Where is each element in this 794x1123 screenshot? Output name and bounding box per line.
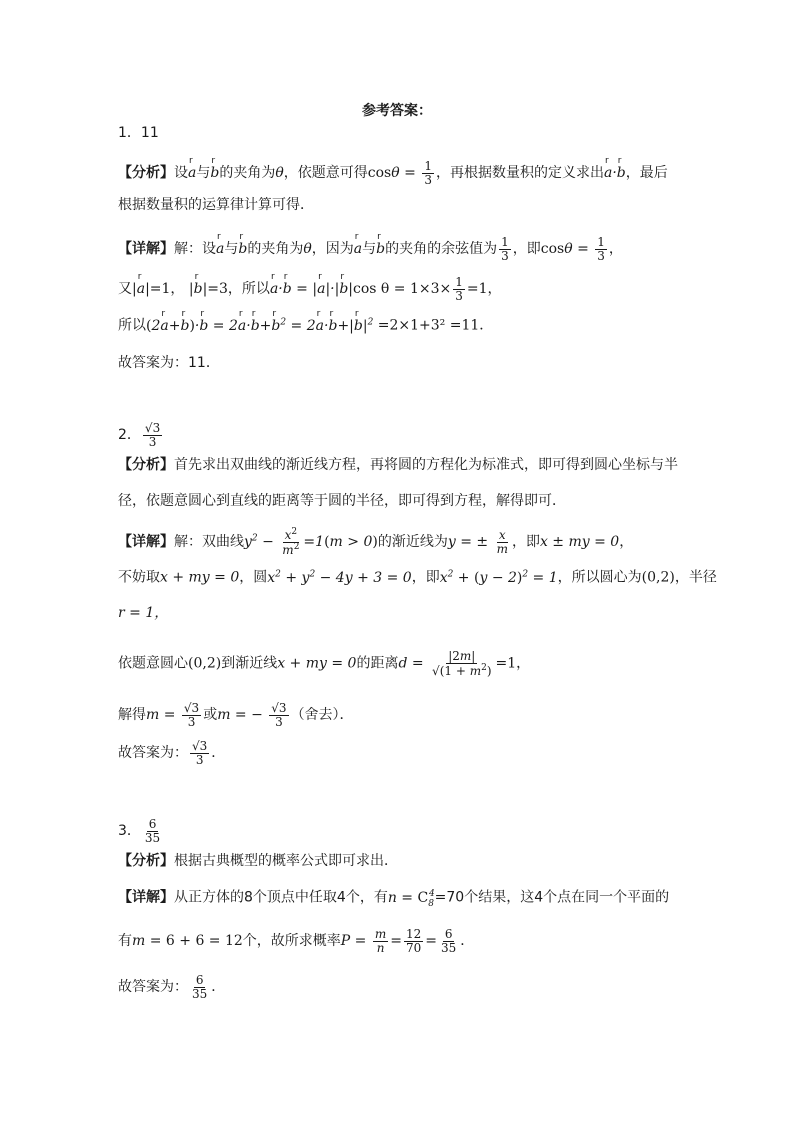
fraction-x2-over-m2: $\frac{x^2}{m^2}$	[282, 527, 300, 557]
distance-symbol: d =	[398, 655, 429, 672]
q1-analysis-line2: 根据数量积的运算律计算可得．	[118, 197, 314, 213]
fraction-one-third: $\frac{1}{3}$	[597, 235, 605, 263]
q1-analysis-tag: 【分析】	[118, 165, 174, 182]
q2-text: 依题意圆心	[118, 655, 188, 672]
fraction-one-third: $\frac{1}{3}$	[424, 159, 432, 187]
q2-text: 解：双曲线	[174, 534, 244, 551]
q2-text: 故答案为：	[118, 745, 188, 762]
cos-theta-eq: cosθ =	[540, 241, 594, 258]
q3-text: ．	[460, 933, 475, 950]
q3-text: ．	[211, 979, 226, 996]
fraction-sqrt3-over-3: $\frac{√3}{3}$	[192, 739, 208, 767]
q3-number	[118, 818, 688, 844]
q3-answer-number: 3．	[118, 823, 141, 840]
q1-text: 解：设	[174, 241, 216, 258]
q2-answer-number: 2．	[118, 427, 141, 444]
hyperbola-equation: $y^2$ −	[244, 533, 279, 551]
q3-text: 故答案为：	[118, 979, 188, 996]
vector-a: r a	[354, 242, 362, 256]
q3-text: 从正方体的8个顶点中任取4个，有	[174, 889, 388, 906]
q2-detail-line5	[118, 650, 688, 677]
q3-text: 个，故所求概率	[242, 933, 341, 950]
q3-analysis-line	[118, 854, 688, 868]
fraction-m-over-n: $\frac{m}{n}$	[374, 927, 387, 955]
dot-product-ab: r a·r b	[604, 165, 626, 181]
q1-detail-line3	[118, 276, 688, 302]
fraction-sqrt3-over-3: $\frac{√3}{3}$	[183, 701, 200, 729]
q2-text: 的距离	[356, 655, 399, 672]
q2-text: 不妨取	[118, 569, 160, 586]
hyperbola-equation-rest: =1(m > 0)	[303, 534, 378, 551]
q2-text: =1，	[495, 655, 531, 672]
q1-answer-line: 故答案为：11．	[118, 355, 220, 371]
fraction-one-third: $\frac{1}{3}$	[455, 275, 463, 303]
q1-text: ，	[608, 241, 623, 258]
page-title: 参考答案：	[362, 103, 432, 119]
q2-analysis-line2: 径，依题意圆心到直线的距离等于圆的半径，即可得到方程，解得即可．	[118, 493, 566, 509]
q1-analysis-line	[118, 160, 688, 186]
q2-text: ，即	[411, 569, 440, 586]
dot-product-formula: r a·r b = |r a|·|r b|	[270, 281, 353, 297]
vector-b: r b	[238, 242, 247, 256]
fraction-6-over-35: $\frac{6}{35}$	[192, 973, 208, 1001]
fraction-x-over-m: $\frac{x}{m}$	[496, 528, 508, 556]
q2-text: ，圆	[239, 569, 268, 586]
q1-text: 所以	[118, 317, 146, 334]
cos-theta-eq: cosθ =	[367, 165, 421, 182]
fraction-6-over-35: $\frac{6}{35}$	[144, 817, 161, 845]
q2-answer-line	[118, 740, 688, 766]
circle-standard-form: $x^2 + (y - 2)^2 = 1$	[439, 569, 558, 586]
norm-a: |r a|	[132, 281, 150, 297]
circle-center: (0,2)	[641, 569, 675, 586]
m-equals-negative: m = −	[217, 707, 268, 724]
q2-text: ，半径	[674, 569, 717, 586]
q1-text: 与	[196, 165, 211, 182]
vector-b: r b	[210, 166, 219, 180]
q3-detail-line	[118, 890, 688, 908]
q3-analysis-tag: 【分析】	[118, 853, 174, 869]
q2-text: （舍去）．	[290, 707, 354, 724]
q2-detail-tag: 【详解】	[118, 534, 174, 551]
q3-answer-line	[118, 974, 688, 1000]
q1-text: 的夹角的余弦值为	[385, 241, 498, 258]
circle-center: (0,2)	[188, 655, 222, 672]
q2-text: 到渐近线	[221, 655, 278, 672]
q2-text: ．	[211, 745, 226, 762]
q2-detail-line: 【详解】解：双曲线$y^2$ − $\frac{x^2}{m^2}$ =1(m > 0)的渐近线为y = ± $\frac{x}{m}$ ，即x ± my = 0，	[118, 527, 634, 557]
q1-text: =1，	[149, 281, 185, 298]
q3-detail-line3: 有m = 6 + 6 = 12个，故所求概率P = $\frac{m}{n}$ = $\frac{12}{70}$ = $\frac{6}{35}$ ．	[118, 927, 475, 955]
fraction-one-third: $\frac{1}{3}$	[501, 235, 509, 263]
q2-radius-line: r = 1，	[118, 605, 169, 621]
q1-text: =2×1+3² =11．	[377, 317, 494, 334]
q1-text: 设	[174, 165, 188, 182]
fraction-6-over-35: $\frac{6}{35}$	[441, 927, 457, 955]
circle-equation: $x^2 + y^2 - 4y + 3 = 0$	[267, 569, 412, 586]
vector-a: r a	[188, 166, 196, 180]
theta-symbol: θ	[275, 165, 284, 182]
q1-detail-tag: 【详解】	[118, 241, 174, 258]
q1-text: 与	[362, 241, 377, 258]
q2-number	[118, 422, 688, 448]
q1-text: 与	[224, 241, 239, 258]
q1-number	[118, 126, 688, 140]
line-equation: x + my = 0	[160, 569, 240, 586]
q2-text: 的渐近线为	[377, 534, 448, 551]
q3-text: 根据古典概型的概率公式即可求出．	[174, 853, 398, 869]
q1-text: 的夹角为	[247, 241, 304, 258]
q1-detail-line4	[118, 318, 688, 333]
fraction-12-over-70: $\frac{12}{70}$	[405, 927, 422, 955]
q1-text: cos θ = 1×3×	[353, 281, 452, 298]
q2-text: 解得	[118, 707, 146, 724]
theta-symbol: θ	[303, 241, 312, 258]
q2-text: ，所以圆心为	[557, 569, 642, 586]
q1-text: ，再根据数量积的定义求出	[435, 165, 604, 182]
q3-detail-tag: 【详解】	[118, 889, 174, 906]
q2-detail-line6	[118, 702, 688, 728]
fraction-distance: $\frac{|2m|}{√(1 + m^2)}$	[432, 649, 492, 678]
combination-expression: $n = C_8^4$	[387, 889, 435, 909]
q1-text: =1，	[466, 281, 502, 298]
q2-analysis-line	[118, 458, 688, 472]
q1-text: 的夹角为	[219, 165, 276, 182]
probability-symbol: P =	[340, 933, 371, 950]
q2-text: ，即	[511, 534, 540, 551]
q1-text: ，依题意可得	[283, 165, 368, 182]
vector-a: r a	[216, 242, 224, 256]
expansion-formula: (2r a+r b)·r b = 2r a·r b+r $b^2 = 2r$ a·r b+|r $b|^2$	[146, 318, 378, 334]
fraction-sqrt3-over-3: $\frac{√3}{3}$	[271, 701, 287, 729]
q2-text: 首先求出双曲线的渐近线方程，再将圆的方程化为标准式，即可得到圆心坐标与半	[174, 457, 678, 473]
asymptote-eq: y = ±	[447, 534, 493, 551]
q1-text: ，因为	[311, 241, 354, 258]
q1-detail-line	[118, 236, 688, 262]
q1-text: ，最后	[625, 165, 668, 182]
q2-analysis-tag: 【分析】	[118, 457, 174, 473]
m-count: m = 6 + 6 = 12	[132, 933, 243, 950]
q3-text: 有	[118, 933, 132, 950]
q3-text: =70个结果，这4个点在同一个平面的	[434, 889, 670, 906]
q2-detail-line3	[118, 569, 717, 586]
vector-b: r b	[376, 242, 385, 256]
m-equals: m =	[146, 707, 180, 724]
q1-answer-number: 1．11	[118, 125, 159, 141]
q1-text: 又	[118, 281, 132, 298]
fraction-sqrt3-over-3: $\frac{√3}{3}$	[144, 421, 161, 449]
q1-text: ，即	[512, 241, 541, 258]
line-equation: x + my = 0	[277, 655, 357, 672]
asymptote-line: x ± my = 0	[539, 534, 620, 551]
q1-text: =3，所以	[207, 281, 270, 298]
q2-text: 或	[203, 707, 218, 724]
norm-b: |r b|	[189, 281, 207, 297]
